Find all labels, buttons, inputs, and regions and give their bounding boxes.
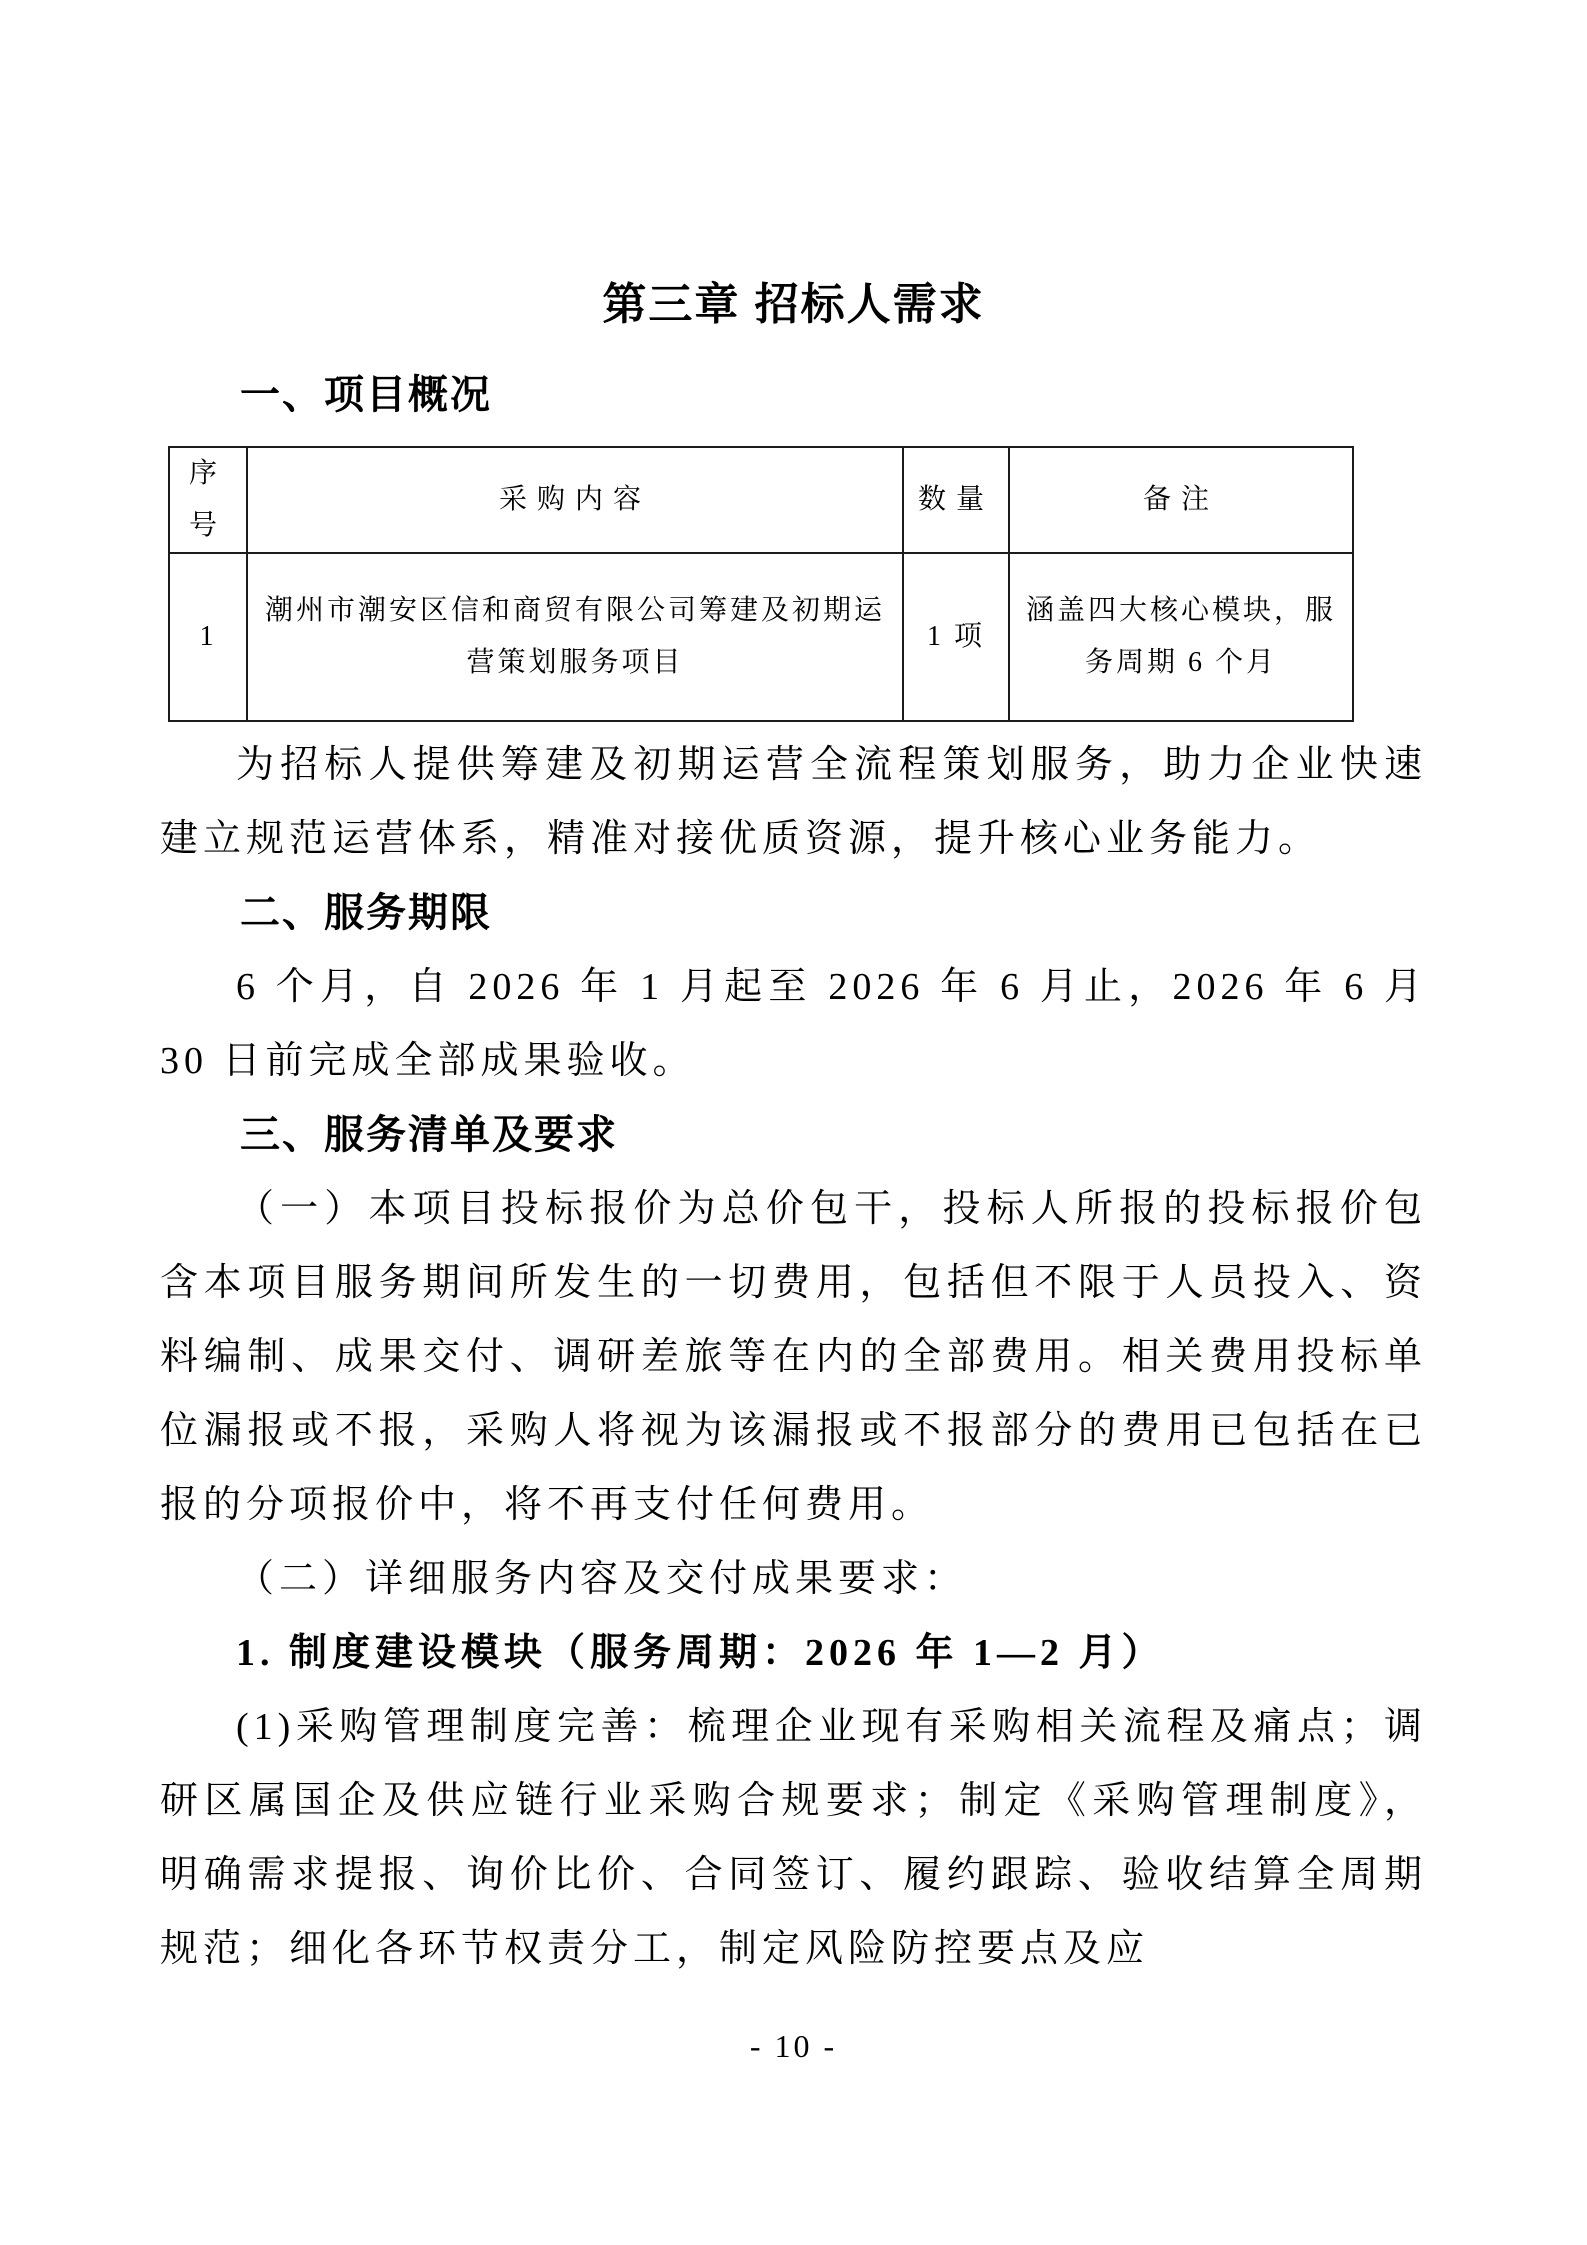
module1-paragraph: (1)采购管理制度完善：梳理企业现有采购相关流程及痛点；调研区属国企及供应链行业采购合规要求；制定《采购管理制度》，明确需求提报、询价比价、合同签订、履约跟踪、验收结算全周期规范；细化各环节权责分工，制定风险防控要点及应 xyxy=(160,1706,1427,1970)
section-period-heading: 二、服务期限 xyxy=(240,891,492,935)
page-number: - 10 - xyxy=(749,2028,838,2064)
col-header-quantity: 数量 xyxy=(903,447,1009,553)
col-header-index: 序号 xyxy=(169,447,247,553)
project-overview-table xyxy=(168,446,1354,722)
cell-remark: 涵盖四大核心模块，服务周期 6 个月 xyxy=(1009,553,1353,721)
period-paragraph: 6 个月，自 2026 年 1 月起至 2026 年 6 月止，2026 年 6 月 30 日前完成全部成果验收。 xyxy=(160,966,1427,1082)
cell-quantity: 1 项 xyxy=(903,553,1009,721)
col-header-remark: 备注 xyxy=(1009,447,1353,553)
module1-heading: 1. 制度建设模块（服务周期：2026 年 1—2 月） xyxy=(236,1632,1165,1674)
detail-intro-paragraph: （二）详细服务内容及交付成果要求： xyxy=(236,1558,968,1600)
section-services-heading: 三、服务清单及要求 xyxy=(240,1113,618,1157)
cell-index: 1 xyxy=(169,553,247,721)
section-overview-heading: 一、项目概况 xyxy=(240,373,492,417)
table-header-row xyxy=(169,447,1353,553)
cell-content: 潮州市潮安区信和商贸有限公司筹建及初期运营策划服务项目 xyxy=(247,553,903,721)
pricing-clause-paragraph: （一）本项目投标报价为总价包干，投标人所报的投标报价包含本项目服务期间所发生的一切费用，包括但不限于人员投入、资料编制、成果交付、调研差旅等在内的全部费用。相关费用投标单位漏报或不报，采购人将视为该漏报或不报部分的费用已包括在已报的分项报价中，将不再支付任何费用。 xyxy=(160,1188,1427,1526)
chapter-title: 第三章 招标人需求 xyxy=(602,280,985,329)
table-row xyxy=(169,553,1353,721)
col-header-content: 采购内容 xyxy=(247,447,903,553)
overview-summary-paragraph: 为招标人提供筹建及初期运营全流程策划服务，助力企业快速建立规范运营体系，精准对接优质资源，提升核心业务能力。 xyxy=(160,744,1427,860)
